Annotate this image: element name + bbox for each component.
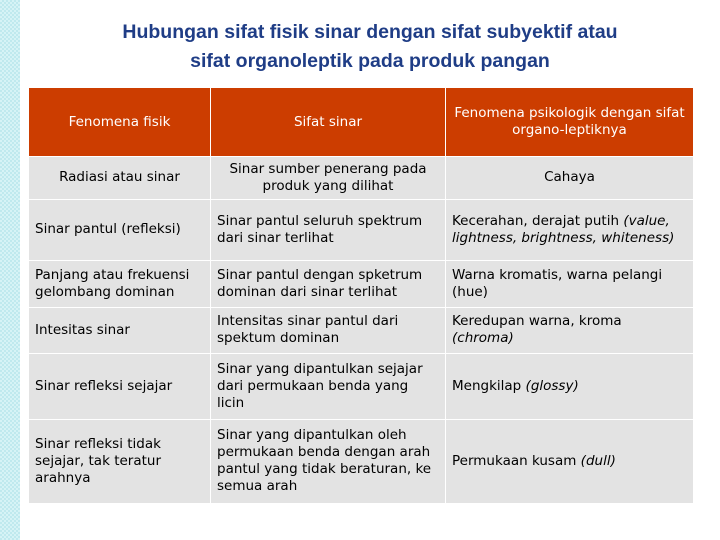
- cell-psikologik-text: Permukaan kusam: [452, 452, 577, 469]
- cell-fenomena-fisik: Intesitas sinar: [29, 307, 211, 354]
- cell-sifat-sinar: Sinar pantul dengan spketrum dominan dari sinar terlihat: [211, 260, 446, 307]
- table-header-row: [29, 88, 694, 157]
- table-row: [29, 419, 694, 504]
- comparison-table: [28, 87, 694, 504]
- header-fenomena-fisik: Fenomena fisik: [29, 88, 211, 157]
- cell-psikologik-english: (chroma): [452, 330, 514, 347]
- header-fenomena-psikologik: Fenomena psikologik dengan sifat organo-leptiknya: [446, 88, 694, 157]
- cell-psikologik: [446, 199, 694, 260]
- cell-psikologik-text: Kecerahan, derajat putih: [452, 212, 620, 229]
- cell-psikologik-text: Warna kromatis, warna pelangi (hue): [452, 266, 663, 300]
- cell-fenomena-fisik: Radiasi atau sinar: [29, 157, 211, 200]
- cell-psikologik: [446, 419, 694, 504]
- cell-psikologik: [446, 307, 694, 354]
- table-row: [29, 307, 694, 354]
- cell-psikologik-text: Keredupan warna, kroma: [452, 313, 622, 330]
- cell-sifat-sinar: Intensitas sinar pantul dari spektum dominan: [211, 307, 446, 354]
- cell-sifat-sinar: Sinar sumber penerang pada produk yang dilihat: [211, 157, 446, 200]
- title-line-1: Hubungan sifat fisik sinar dengan sifat subyektif atau: [122, 21, 618, 43]
- title-line-2: sifat organoleptik pada produk pangan: [190, 50, 550, 72]
- cell-fenomena-fisik: Panjang atau frekuensi gelombang dominan: [29, 260, 211, 307]
- page-title: [20, 18, 720, 76]
- cell-fenomena-fisik: Sinar refleksi tidak sejajar, tak teratur arahnya: [29, 419, 211, 504]
- cell-psikologik-english: (glossy): [525, 377, 579, 394]
- cell-fenomena-fisik: Sinar pantul (refleksi): [29, 199, 211, 260]
- header-sifat-sinar: Sifat sinar: [211, 88, 446, 157]
- cell-psikologik: [446, 157, 694, 200]
- table-row: [29, 260, 694, 307]
- cell-psikologik-english: (value, lightness, brightness, whiteness): [452, 212, 675, 246]
- table-row: [29, 157, 694, 200]
- cell-sifat-sinar: Sinar yang dipantulkan oleh permukaan benda dengan arah pantul yang tidak beraturan, ke semua arah: [211, 419, 446, 504]
- cell-psikologik: [446, 260, 694, 307]
- cell-psikologik: [446, 354, 694, 419]
- cell-psikologik-text: Cahaya: [544, 169, 595, 186]
- table-row: [29, 354, 694, 419]
- cell-sifat-sinar: Sinar yang dipantulkan sejajar dari permukaan benda yang licin: [211, 354, 446, 419]
- cell-psikologik-text: Mengkilap: [452, 377, 522, 394]
- cell-sifat-sinar: Sinar pantul seluruh spektrum dari sinar terlihat: [211, 199, 446, 260]
- cell-fenomena-fisik: Sinar refleksi sejajar: [29, 354, 211, 419]
- table-row: [29, 199, 694, 260]
- decorative-side-stripe: [0, 0, 20, 540]
- cell-psikologik-english: (dull): [580, 452, 616, 469]
